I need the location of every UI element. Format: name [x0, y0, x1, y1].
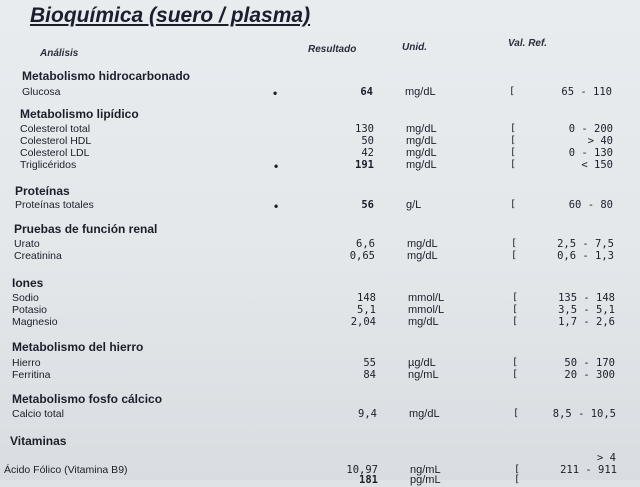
reference-range: 20 - 300 — [564, 369, 615, 381]
test-name: Colesterol LDL — [20, 147, 90, 159]
result-value: 2,04 — [350, 316, 376, 328]
table-row — [0, 250, 640, 263]
reference-range: 50 - 170 — [564, 357, 615, 369]
section-label: Iones — [12, 276, 44, 290]
reference-bracket: [ — [514, 474, 521, 485]
reference-bracket: [ — [512, 292, 519, 303]
reference-range: 65 - 110 — [561, 86, 612, 98]
reference-bracket: [ — [512, 369, 519, 380]
result-unit: ng/mL — [410, 464, 441, 476]
reference-range: > 40 — [587, 135, 613, 147]
test-name: Hierro — [12, 357, 41, 369]
result-value: 0,65 — [349, 250, 375, 262]
reference-bracket: [ — [514, 464, 521, 475]
result-value: 56 — [361, 199, 374, 211]
result-value: 64 — [360, 86, 373, 98]
result-value: 50 — [361, 135, 374, 147]
reference-bracket: [ — [512, 357, 519, 368]
result-unit: mmol/L — [408, 304, 445, 316]
column-header-val-ref: Val. Ref. — [508, 38, 548, 49]
section-label: Metabolismo lipídico — [20, 107, 139, 121]
test-name: Proteínas totales — [15, 199, 94, 211]
reference-range: 60 - 80 — [568, 199, 613, 211]
reference-range: 0,6 - 1,3 — [557, 250, 614, 262]
section-label: Proteínas — [15, 184, 70, 198]
reference-bracket: [ — [512, 304, 519, 315]
reference-range: 3,5 - 5,1 — [558, 304, 615, 316]
result-unit: mg/dL — [407, 238, 438, 250]
test-name: Potasio — [12, 304, 48, 316]
reference-bracket: [ — [513, 408, 520, 419]
abnormal-flag: • — [273, 86, 278, 100]
reference-bracket: [ — [511, 250, 518, 261]
column-header-analisis: Análisis — [40, 48, 79, 59]
result-unit: g/L — [406, 199, 422, 211]
reference-bracket: [ — [511, 238, 518, 249]
result-value: 55 — [363, 357, 376, 369]
reference-range: < 150 — [581, 159, 613, 171]
result-unit: mg/dL — [406, 123, 437, 135]
section-label: Vitaminas — [10, 434, 67, 448]
test-name: Calcio total — [12, 408, 64, 420]
result-unit: mg/dL — [405, 86, 436, 98]
reference-range: 0 - 200 — [568, 123, 613, 135]
test-name: Colesterol HDL — [20, 135, 92, 147]
table-row — [0, 316, 640, 329]
test-name: Glucosa — [22, 86, 61, 98]
reference-bracket: [ — [510, 159, 517, 170]
test-name: Magnesio — [12, 316, 58, 328]
result-value: 6,6 — [356, 238, 375, 250]
result-unit: mg/dL — [409, 408, 440, 420]
reference-bracket: [ — [510, 147, 517, 158]
section-label: Metabolismo hidrocarbonado — [22, 69, 191, 83]
reference-bracket: [ — [510, 123, 517, 134]
reference-range: 8,5 - 10,5 — [552, 408, 616, 420]
test-name: Colesterol total — [20, 123, 91, 135]
table-row — [0, 199, 640, 212]
column-header-resultado: Resultado — [308, 44, 357, 55]
result-value: 130 — [355, 123, 374, 135]
result-unit: mg/dL — [406, 147, 437, 159]
result-unit: mmol/L — [408, 292, 445, 304]
reference-bracket: [ — [512, 316, 519, 327]
table-row — [0, 86, 640, 99]
report-title: Bioquímica (suero / plasma) — [30, 4, 311, 27]
section-label: Metabolismo del hierro — [12, 340, 144, 354]
result-value: 9,4 — [358, 408, 377, 420]
reference-range: 0 - 130 — [568, 147, 613, 159]
result-unit: mg/dL — [407, 250, 438, 262]
table-row — [0, 159, 640, 172]
test-name: Triglicéridos — [20, 159, 77, 171]
test-name: Creatinina — [14, 250, 62, 262]
reference-range: 2,5 - 7,5 — [557, 238, 614, 250]
section-label: Metabolismo fosfo cálcico — [12, 392, 163, 406]
result-unit: ng/mL — [408, 369, 439, 381]
section-label: Pruebas de función renal — [14, 222, 158, 236]
table-row — [0, 474, 640, 487]
result-value: 42 — [361, 147, 374, 159]
result-value: 191 — [355, 159, 374, 171]
table-row — [0, 408, 640, 421]
reference-range: 135 - 148 — [558, 292, 615, 304]
result-unit: mg/dL — [406, 159, 437, 171]
result-unit: pg/mL — [410, 474, 441, 486]
result-unit: mg/dL — [406, 135, 437, 147]
result-value: 84 — [363, 369, 376, 381]
result-value: 10,97 — [346, 464, 378, 476]
test-name: Ferritina — [12, 369, 51, 381]
test-name: Sodio — [12, 292, 39, 304]
result-value: 5,1 — [357, 304, 376, 316]
abnormal-flag: • — [274, 159, 279, 173]
result-unit: µg/dL — [408, 357, 436, 369]
test-name: Ácido Fólico (Vitamina B9) — [4, 464, 128, 476]
reference-range: 1,7 - 2,6 — [558, 316, 615, 328]
abnormal-flag: • — [274, 199, 279, 213]
reference-bracket: [ — [510, 135, 517, 146]
result-value: 181 — [359, 474, 378, 486]
result-value: 148 — [357, 292, 376, 304]
reference-range: > 4 — [597, 452, 616, 464]
reference-bracket: [ — [509, 86, 516, 97]
test-name: Urato — [14, 238, 40, 250]
reference-bracket: [ — [510, 199, 517, 210]
result-unit: mg/dL — [408, 316, 439, 328]
table-row — [0, 369, 640, 382]
column-header-unid: Unid. — [402, 42, 427, 53]
reference-range: 211 - 911 — [560, 464, 617, 476]
